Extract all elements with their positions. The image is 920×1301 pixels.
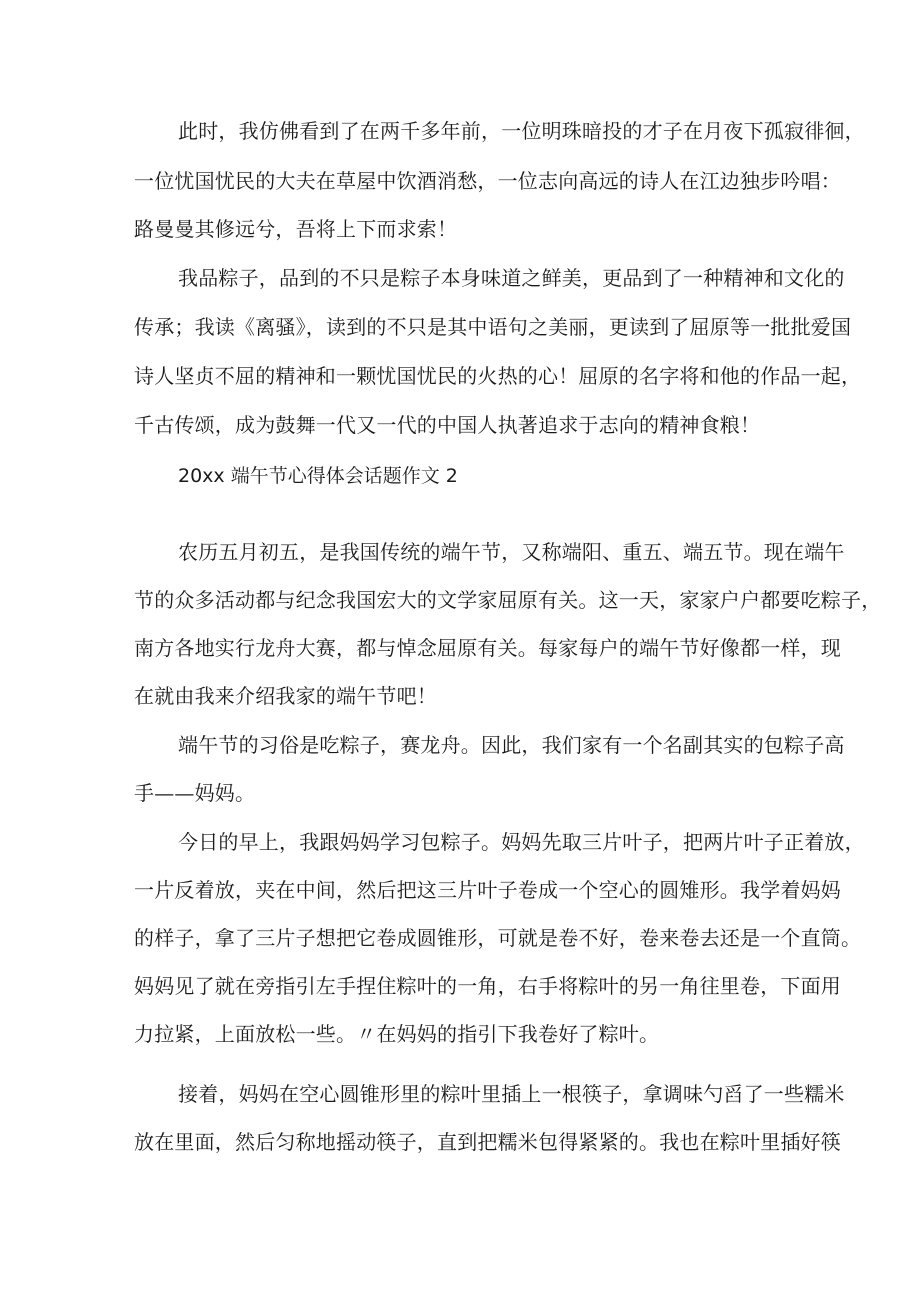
paragraph-line: 南方各地实行龙舟大赛，都与悼念屈原有关。每家每户的端午节好像都一样，现 — [134, 636, 841, 660]
paragraph-line: 放在里面，然后匀称地摇动筷子，直到把糯米包得紧紧的。我也在粽叶里插好筷 — [134, 1130, 841, 1154]
paragraph-line: 的样子，拿了三片子想把它卷成圆锥形，可就是卷不好，卷来卷去还是一个直筒。 — [134, 926, 862, 950]
paragraph-line: 千古传颂，成为鼓舞一代又一代的中国人执著追求于志向的精神食粮！ — [134, 413, 761, 437]
paragraph-line: 力拉紧，上面放松一些。〃在妈妈的指引下我卷好了粽叶。 — [134, 1022, 660, 1046]
paragraph-line: 农历五月初五，是我国传统的端午节，又称端阳、重五、端五节。现在端午 — [178, 540, 845, 564]
paragraph-line: 手——妈妈。 — [134, 781, 256, 805]
paragraph-line: 在就由我来介绍我家的端午节吧！ — [134, 684, 437, 708]
paragraph-line: 妈妈见了就在旁指引左手捏住粽叶的一角，右手将粽叶的另一角往里卷，下面用 — [134, 974, 841, 998]
paragraph-line: 接着，妈妈在空心圆锥形里的粽叶里插上一根筷子，拿调味勺舀了一些糯米 — [178, 1082, 845, 1106]
paragraph-line: 节的众多活动都与纪念我国宏大的文学家屈原有关。这一天，家家户户都要吃粽子， — [134, 588, 882, 612]
section-heading: 20xx 端午节心得体会话题作文 2 — [178, 465, 458, 487]
paragraph-line: 今日的早上，我跟妈妈学习包粽子。妈妈先取三片叶子，把两片叶子正着放， — [178, 830, 865, 854]
paragraph-line: 路曼曼其修远兮，吾将上下而求索！ — [134, 217, 458, 241]
paragraph-line: 传承；我读《离骚》，读到的不只是其中语句之美丽，更读到了屈原等一批批爱国 — [134, 315, 852, 339]
paragraph-line: 诗人坚贞不屈的精神和一颗忧国忧民的火热的心！屈原的名字将和他的作品一起， — [134, 364, 862, 388]
paragraph-line: 端午节的习俗是吃粽子，赛龙舟。因此，我们家有一个名副其实的包粽子高 — [178, 733, 845, 757]
paragraph-line: 一片反着放，夹在中间，然后把这三片叶子卷成一个空心的圆雉形。我学着妈妈 — [134, 878, 841, 902]
paragraph-line: 此时，我仿佛看到了在两千多年前，一位明珠暗投的才子在月夜下孤寂徘徊， — [178, 119, 865, 143]
paragraph-line: 一位忧国忧民的大夫在草屋中饮酒消愁，一位志向高远的诗人在江边独步吟唱： — [134, 169, 841, 193]
paragraph-line: 我品粽子，品到的不只是粽子本身味道之鲜美，更品到了一种精神和文化的 — [178, 266, 845, 290]
